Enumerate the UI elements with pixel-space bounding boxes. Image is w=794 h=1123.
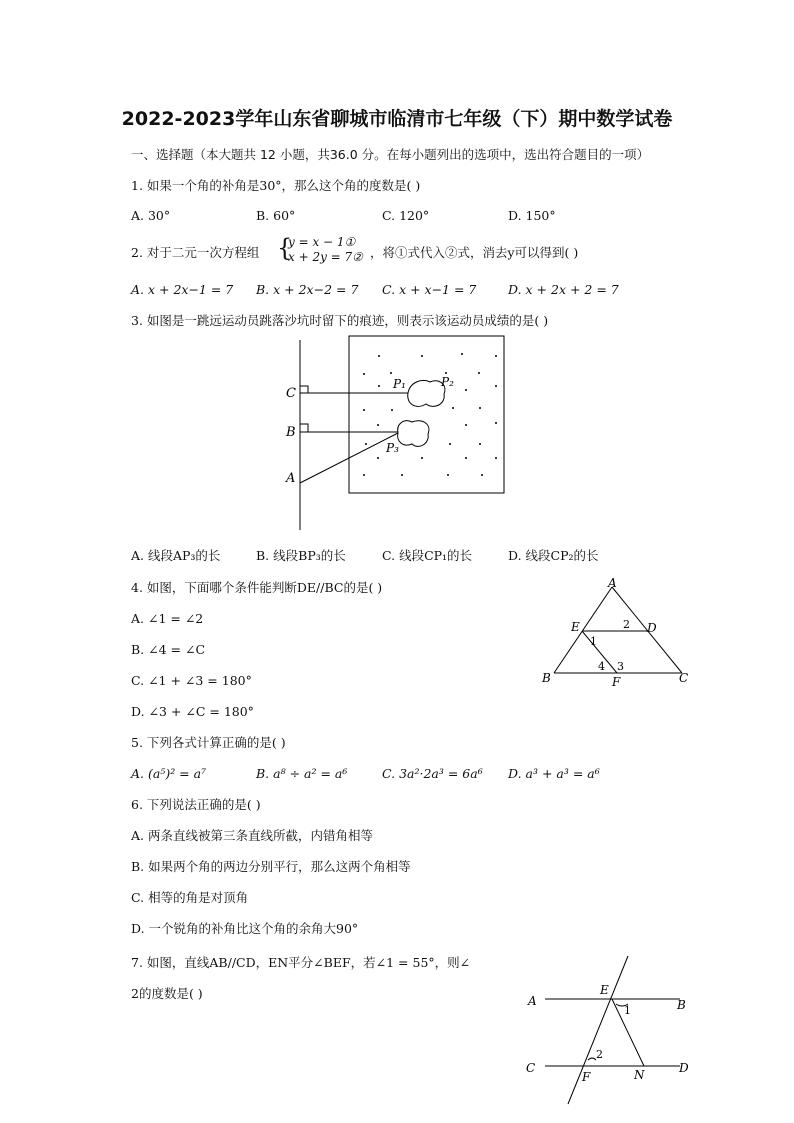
label-a: A: [608, 576, 617, 590]
q7-stem-line2: 2的度数是( ): [131, 986, 203, 1001]
brace: {: [277, 234, 293, 262]
label-n: N: [634, 1068, 645, 1082]
q1-option-a: A. 30°: [131, 208, 171, 223]
label-p1: P₁: [393, 377, 406, 391]
q2-stem-pre: 2. 对于二元一次方程组: [131, 245, 260, 260]
label-a: A: [528, 994, 537, 1008]
q2-option-d: D. x + 2x + 2 = 7: [508, 282, 619, 297]
q4-figure: [536, 575, 696, 690]
footprint-2: [398, 421, 429, 447]
q7-stem-line1: 7. 如图，直线AB//CD，EN平分∠BEF，若∠1 = 55°，则∠: [131, 955, 471, 970]
angle-2: 2: [596, 1048, 603, 1061]
q2-option-a: A. x + 2x−1 = 7: [131, 282, 234, 297]
q2-eq2: x + 2y = 7②: [288, 250, 363, 264]
q4-option-d: D. ∠3 + ∠C = 180°: [131, 704, 254, 719]
q6-option-c: C. 相等的角是对顶角: [131, 890, 249, 905]
footprint-1: [408, 380, 445, 406]
q1-option-b: B. 60°: [256, 208, 296, 223]
q4-option-b: B. ∠4 = ∠C: [131, 642, 206, 657]
q6-option-b: B. 如果两个角的两边分别平行，那么这两个角相等: [131, 859, 411, 874]
q3-option-d: D. 线段CP₂的长: [508, 548, 599, 563]
angle-arc-2: [588, 1058, 596, 1060]
label-f: F: [582, 1070, 591, 1084]
q5-option-a: A. (a⁵)² = a⁷: [131, 766, 207, 781]
q5-option-d: D. a³ + a³ = a⁶: [508, 766, 600, 781]
angle-1: 1: [624, 1004, 631, 1017]
q3-option-a: A. 线段AP₃的长: [131, 548, 221, 563]
angle-3: 3: [617, 660, 624, 673]
q4-option-a: A. ∠1 = ∠2: [131, 611, 204, 626]
label-p2: P₂: [441, 375, 454, 389]
label-c: C: [679, 671, 689, 685]
section-heading: 一、选择题（本大题共 12 小题，共36.0 分。在每小题列出的选项中，选出符合题目的一项）: [131, 147, 650, 162]
q4-stem: 4. 如图，下面哪个条件能判断DE//BC的是( ): [131, 580, 383, 595]
label-b: B: [542, 671, 551, 685]
q7-figure: [520, 950, 700, 1110]
q5-option-c: C. 3a²·2a³ = 6a⁶: [382, 766, 483, 781]
label-e: E: [600, 983, 609, 997]
q2-option-b: B. x + 2x−2 = 7: [256, 282, 359, 297]
q1-option-d: D. 150°: [508, 208, 556, 223]
q5-stem: 5. 下列各式计算正确的是( ): [131, 735, 286, 750]
q5-option-b: B. a⁸ ÷ a² = a⁶: [256, 766, 348, 781]
q2-option-c: C. x + x−1 = 7: [382, 282, 477, 297]
angle-4: 4: [598, 660, 605, 673]
q3-figure: [270, 330, 520, 540]
q2-eq1: y = x − 1①: [288, 235, 356, 249]
q4-option-c: C. ∠1 + ∠3 = 180°: [131, 673, 252, 688]
label-f: F: [612, 675, 621, 689]
q6-stem: 6. 下列说法正确的是( ): [131, 797, 261, 812]
right-angle-mark: [300, 424, 308, 432]
q3-option-c: C. 线段CP₁的长: [382, 548, 473, 563]
angle-1: 1: [590, 635, 597, 648]
sandpit: [349, 336, 504, 493]
q3-option-b: B. 线段BP₃的长: [256, 548, 346, 563]
q1-option-c: C. 120°: [382, 208, 430, 223]
label-d: D: [679, 1061, 689, 1075]
q3-stem: 3. 如图是一跳远运动员跳落沙坑时留下的痕迹，则表示该运动员成绩的是( ): [131, 313, 549, 328]
label-b: B: [286, 425, 296, 440]
q6-option-a: A. 两条直线被第三条直线所截，内错角相等: [131, 828, 373, 843]
q1-stem: 1. 如果一个角的补角是30°，那么这个角的度数是( ): [131, 178, 421, 193]
label-e: E: [571, 620, 580, 634]
q2-stem-post: ，将①式代入②式，消去y可以得到( ): [370, 245, 579, 260]
q6-option-d: D. 一个锐角的补角比这个角的余角大90°: [131, 921, 359, 936]
label-a: A: [286, 471, 296, 486]
label-c: C: [286, 386, 296, 401]
angle-2: 2: [623, 618, 630, 631]
right-angle-mark: [300, 386, 308, 393]
label-b: B: [677, 998, 686, 1012]
sand-dots: [363, 353, 497, 476]
label-c: C: [526, 1061, 536, 1075]
label-d: D: [647, 621, 657, 635]
transversal-ef: [568, 956, 628, 1104]
label-p3: P₃: [386, 441, 399, 455]
page-title: 2022-2023学年山东省聊城市临清市七年级（下）期中数学试卷: [121, 108, 673, 130]
